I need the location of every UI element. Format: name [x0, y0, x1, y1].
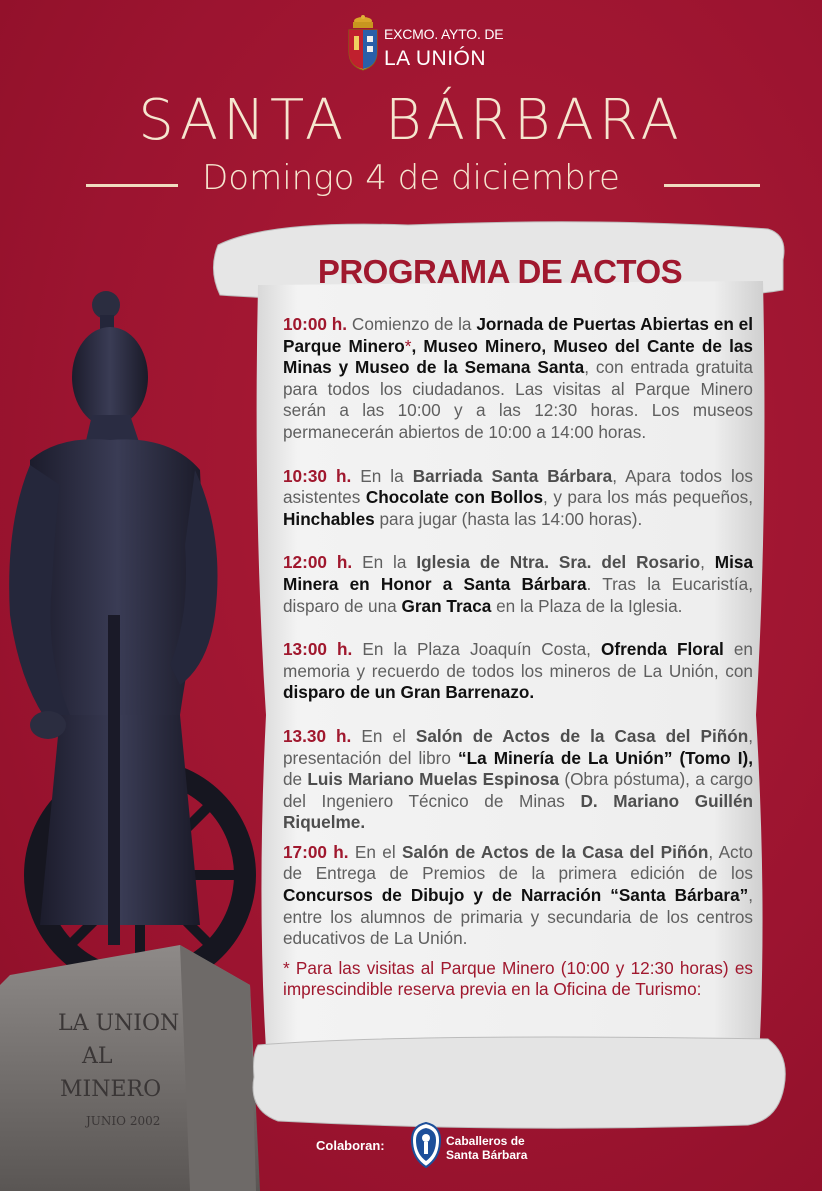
inscription-line-3: MINERO [60, 1077, 162, 1102]
program-item-1000: 10:00 h. Comienzo de la Jornada de Puertas Abiertas en el Parque Minero*, Museo Minero, Museo del Cante de las Minas y Museo de la Semana Santa, con entrada gratuita para todos los ciudadanos. Las visitas al Parque Minero serán a las 10:00 y a las 12:30 horas. Los museos permanecerán abiertos de 10:00 a 14:00 horas. [283, 314, 753, 442]
program-item-1030: 10:30 h. En la Barriada Santa Bárbara, Apara todos los asistentes Chocolate con Bollos, y para los más pequeños, Hinchables para jugar (hasta las 14:00 horas). [283, 465, 753, 529]
partner-name-line-2: Santa Bárbara [446, 1148, 528, 1162]
organization-line-1: EXCMO. AYTO. DE [384, 26, 504, 42]
inscription-line-2: AL [82, 1044, 113, 1069]
event-date: Domingo 4 de diciembre [202, 158, 620, 198]
program-item-1200: 12:00 h. En la Iglesia de Ntra. Sra. del Rosario, Misa Minera en Honor a Santa Bárbara. Tras la Eucaristía, disparo de una Gran Traca en la Plaza de la Iglesia. [283, 552, 754, 616]
inscription-line-1: LA UNION [58, 1011, 180, 1036]
program-item-1700: 17:00 h. En el Salón de Actos de la Casa del Piñón, Acto de Entrega de Premios de la primera edición de los Concursos de Dibujo y de Narración “Santa Bárbara”, entre los alumnos de primaria y secundaria de los centros educativos de La Unión. [283, 841, 753, 949]
program-list [283, 314, 753, 1001]
title-rule-right [664, 184, 760, 187]
event-title: SANTA BÁRBARA [138, 88, 684, 153]
partner-name-line-1: Caballeros de [446, 1134, 525, 1148]
town-crest-icon [346, 14, 380, 72]
program-item-1300: 13:00 h. En la Plaza Joaquín Costa, Ofrenda Floral en memoria y recuerdo de todos los mineros de La Unión, con disparo de un Gran Barrenazo. [283, 639, 753, 703]
inscription-line-4: JUNIO 2002 [86, 1114, 161, 1128]
program-item-1330: 13.30 h. En el Salón de Actos de la Casa del Piñón, presentación del libro “La Minería de La Unión” (Tomo I), de Luis Mariano Muelas Espinosa (Obra póstuma), a cargo del Ingeniero Técnico de Minas D. Mariano Guillén Riquelme. [283, 725, 754, 833]
collaborators-label: Colaboran: [316, 1138, 385, 1153]
program-title: PROGRAMA DE ACTOS [317, 253, 683, 290]
organization-line-2: LA UNIÓN [384, 47, 487, 70]
caballeros-badge-icon [410, 1122, 442, 1168]
reservation-note: * Para las visitas al Parque Minero (10:00 y 12:30 horas) es imprescindible reserva previa en la Oficina de Turismo: [283, 957, 753, 1000]
